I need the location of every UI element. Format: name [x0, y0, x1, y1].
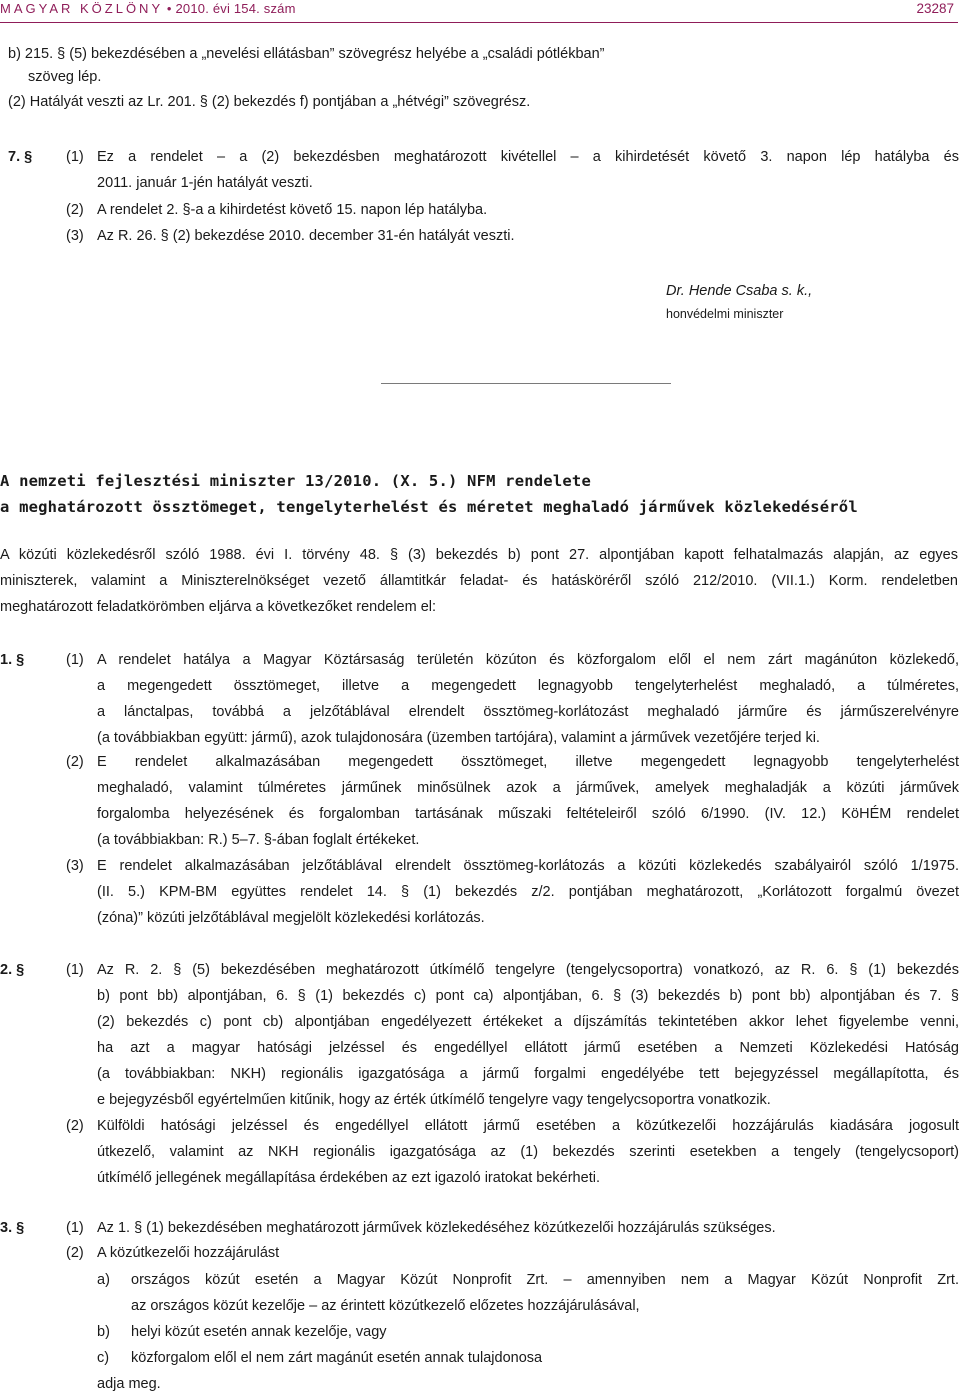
text-line: (a továbbiakban: R.) 5–7. §-ában foglalt értékeket.	[97, 832, 420, 848]
text-line: (2) Hatályát veszti az Lr. 201. § (2) bekezdés f) pontjában a „hétvégi” szövegrész.	[8, 94, 531, 110]
text-line: miniszterek, valamint a Miniszterelnökséget vezető államtitkár feladat- és hatásköréről szóló 212/2010. (VII.1.) Korm. rendeletben	[0, 573, 958, 589]
page-number: 23287	[916, 1, 954, 16]
running-header	[0, 0, 958, 23]
paragraph-text	[97, 1113, 959, 1191]
paragraph-label: (3)	[66, 858, 84, 874]
text-line: (II. 5.) KPM-BM együttes rendelet 14. § (1) bekezdés z/2. pontjában meghatározott, „Korlátozott forgalmú övezet	[97, 884, 959, 900]
text-line: (a továbbiakban együtt: jármű), azok tulajdonosára (üzemben tartójára), valamint a járművek vezetőjére terjed ki.	[97, 730, 820, 746]
text-line: szöveg lép.	[28, 69, 102, 85]
paragraph-text: A közútkezelői hozzájárulást	[97, 1245, 280, 1261]
paragraph-text: Az R. 26. § (2) bekezdése 2010. december 31-én hatályát veszti.	[97, 228, 515, 244]
journal-name: MAGYAR KÖZLÖNY	[0, 1, 164, 16]
signature-title: honvédelmi miniszter	[666, 307, 784, 321]
paragraph-text	[97, 647, 959, 751]
decree-title: A nemzeti fejlesztési miniszter 13/2010. (X. 5.) NFM rendelete	[0, 472, 591, 490]
issue-info: • 2010. évi 154. szám	[163, 1, 296, 16]
text-line: a lánctalpas, továbbá a jelzőtáblával elrendelt össztömeg-korlátozást meghaladó járműre és járműszerelvényre	[97, 704, 959, 720]
text-line: (a továbbiakban: NKH) regionális igazgatósága a jármű forgalmi engedélyébe tett bejegyzéssel megállapította, és	[97, 1066, 959, 1082]
closing-text: adja meg.	[97, 1376, 161, 1392]
list-label: a)	[97, 1272, 110, 1288]
text-line: útkezelő, valamint az NKH regionális igazgatósága az (1) bekezdés szerinti esetekben a tengely (tengelycsoport)	[97, 1144, 959, 1160]
paragraph-label: (1)	[66, 1220, 84, 1236]
journal-title	[0, 0, 296, 22]
paragraph-text: Az 1. § (1) bekezdésében meghatározott járművek közlekedéséhez közútkezelői hozzájárulás szükséges.	[97, 1220, 776, 1236]
signature-name: Dr. Hende Csaba s. k.,	[666, 283, 813, 299]
text-line: (zóna)” közúti jelzőtáblával megjelölt közlekedési korlátozás.	[97, 910, 485, 926]
paragraph-text: A rendelet 2. §-a a kihirdetést követő 15. napon lép hatályba.	[97, 202, 488, 218]
text-line: A közúti közlekedésről szóló 1988. évi I. törvény 48. § (3) bekezdés b) pont 27. alpontjában kapott felhatalmazás alapján, az egyes	[0, 547, 958, 563]
text-line: b) 215. § (5) bekezdésében a „nevelési ellátásban” szövegrész helyébe a „családi pótlékban”	[8, 46, 605, 62]
separator-line	[381, 383, 671, 384]
preamble	[0, 542, 958, 620]
section-number: 7. §	[8, 149, 33, 165]
section-number: 2. §	[0, 962, 25, 978]
paragraph-text	[97, 957, 959, 1113]
list-item: helyi közút esetén annak kezelője, vagy	[131, 1324, 387, 1340]
text-line: az országos közút kezelője – az érintett közútkezelő előzetes hozzájárulásával,	[131, 1298, 640, 1314]
list-item: közforgalom elől el nem zárt magánút esetén annak tulajdonosa	[131, 1350, 543, 1366]
text-line: útkímélő jellegének megállapítása érdekében az ezt igazoló iratokat bekérheti.	[97, 1170, 600, 1186]
text-line: meghaladó, valamint túlméretes járműnek minősülnek azok a járművek, amelyek meghaladják a közúti járművek	[97, 780, 959, 796]
paragraph-label: (2)	[66, 202, 84, 218]
text-line: Külföldi hatósági jelzéssel és engedéllyel ellátott jármű esetében a közútkezelői hozzájárulás kiadására jogosult	[97, 1118, 959, 1134]
paragraph-label: (2)	[66, 754, 84, 770]
list-label: c)	[97, 1350, 110, 1366]
paragraph-label: (2)	[66, 1118, 84, 1134]
section-number: 3. §	[0, 1220, 25, 1236]
text-line: e bejegyzésből egyértelműen kitűnik, hogy az érték útkímélő tengelyre vagy tengelycsoportra vonatkozik.	[97, 1092, 771, 1108]
text-line: Az R. 2. § (5) bekezdésében meghatározott útkímélő tengelyre (tengelycsoportra) vonatkozó, az R. 6. § (1) bekezdés	[97, 962, 959, 978]
decree-subtitle: a meghatározott össztömeget, tengelyterhelést és méretet meghaladó járművek közlekedéséről	[0, 498, 858, 516]
paragraph-label: (1)	[66, 962, 84, 978]
paragraph-text	[97, 144, 959, 196]
list-label: b)	[97, 1324, 110, 1340]
text-line: b) pont bb) alpontjában, 6. § (1) bekezdés c) pont ca) alpontjában, 6. § (3) bekezdés b) pont bb) alpontjában és 7. §	[97, 988, 959, 1004]
paragraph-text	[97, 853, 959, 931]
text-line: forgalomba helyezésének és forgalomban tartásának műszaki feltételeiről szóló 6/1990. (IV. 12.) KöHÉM rendelet	[97, 806, 959, 822]
paragraph-label: (3)	[66, 228, 84, 244]
paragraph-label: (1)	[66, 149, 84, 165]
paragraph-text	[97, 749, 959, 853]
text-line: E rendelet alkalmazásában megengedett össztömeget, illetve megengedett legnagyobb tengelyterhelést	[97, 754, 959, 770]
text-line: (2) bekezdés c) pont cb) alpontjában engedélyezett értékeket a díjszámítás tekintetében akkor lehet figyelembe venni,	[97, 1014, 959, 1030]
text-line: a megengedett össztömeget, illetve a megengedett legnagyobb tengelyterhelést meghaladó, a túlméretes,	[97, 678, 959, 694]
text-line: Ez a rendelet – a (2) bekezdésben meghatározott kivétellel – a kihirdetését követő 3. napon lép hatályba és	[97, 149, 959, 165]
text-line: meghatározott feladatkörömben eljárva a következőket rendelem el:	[0, 599, 437, 615]
paragraph-label: (1)	[66, 652, 84, 668]
text-line: A rendelet hatálya a Magyar Köztársaság területén közúton és közforgalom elől el nem zárt magánúton közlekedő,	[97, 652, 959, 668]
text-line: országos közút esetén a Magyar Közút Nonprofit Zrt. – amennyiben nem a Magyar Közút Nonprofit Zrt.	[131, 1272, 959, 1288]
list-item	[131, 1267, 959, 1319]
text-line: E rendelet alkalmazásában jelzőtáblával elrendelt össztömeg-korlátozás a közúti közlekedés szabályairól szóló 1/1975.	[97, 858, 959, 874]
section-number: 1. §	[0, 652, 25, 668]
paragraph-label: (2)	[66, 1245, 84, 1261]
text-line: ha azt a magyar hatósági jelzéssel és engedéllyel ellátott jármű esetében a Nemzeti Közlekedési Hatóság	[97, 1040, 959, 1056]
text-line: 2011. január 1-jén hatályát veszti.	[97, 175, 313, 191]
